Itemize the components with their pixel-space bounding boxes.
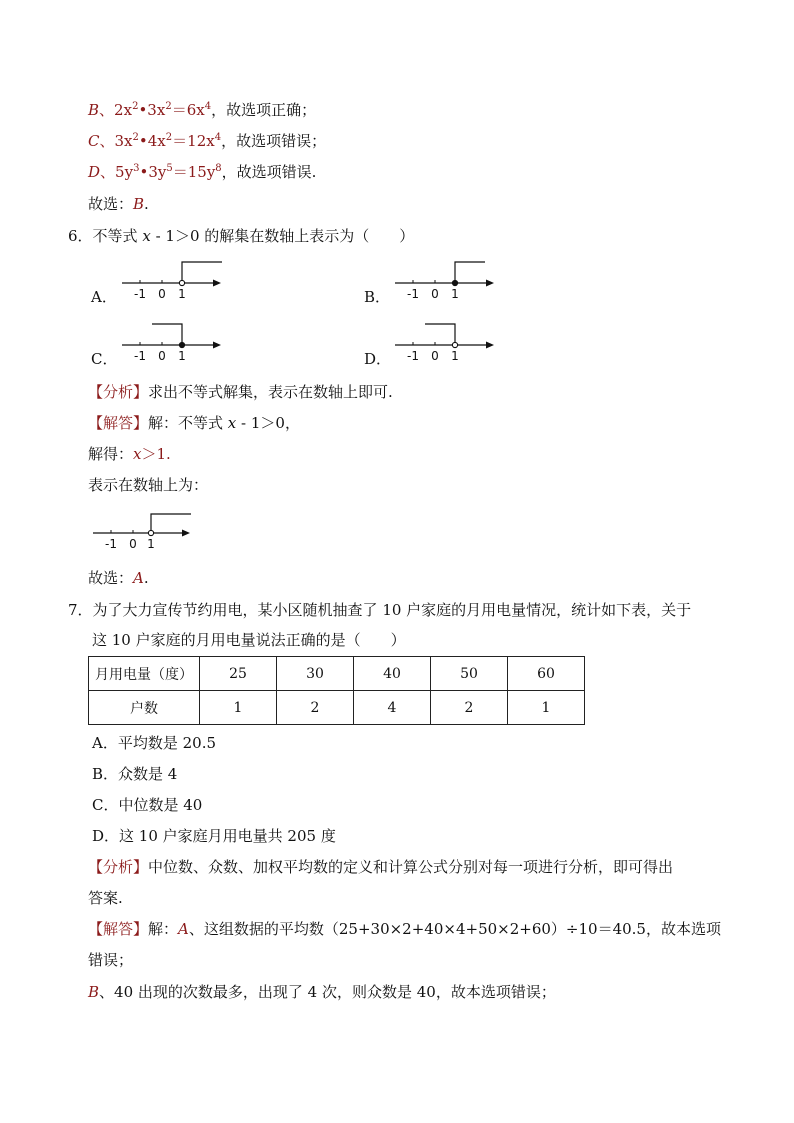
solid-dot — [452, 280, 457, 285]
q6-option-d-label[interactable]: D． — [364, 350, 392, 368]
table-row-header: 月用电量（度） — [89, 657, 200, 691]
q6-option-a-numberline[interactable] — [118, 256, 228, 308]
table-cell: 1 — [508, 691, 585, 725]
tick-label: 0 — [431, 287, 439, 301]
open-circle — [148, 530, 153, 535]
axis-arrow-icon — [213, 342, 221, 349]
q6-option-b-label[interactable]: B． — [364, 288, 391, 306]
tick-label: 1 — [178, 287, 186, 301]
tick-label: -1 — [134, 349, 146, 363]
q7-data-table — [88, 656, 585, 725]
ray-marker — [425, 324, 455, 345]
q7-solution-line2: 错误； — [88, 951, 134, 969]
q6-option-a-label[interactable]: A． — [91, 288, 117, 306]
tick-label: -1 — [134, 287, 146, 301]
q7-option-b[interactable]: B．众数是 4 — [92, 765, 178, 783]
q6-solution: 【解答】解：不等式 x - 1＞0， — [88, 414, 300, 432]
prev-answer-line: 故选：B. — [88, 195, 149, 213]
tick-label: 1 — [451, 349, 459, 363]
q7-option-c[interactable]: C．中位数是 40 — [92, 796, 203, 814]
solution-line-d: D、$5y^3•3y^5=15y^8$，故选项错误. — [88, 163, 317, 181]
table-cell: 30 — [277, 657, 354, 691]
open-circle — [179, 280, 184, 285]
q6-answer-numberline — [89, 506, 199, 558]
ray-marker — [152, 324, 182, 345]
tick-label: 0 — [431, 349, 439, 363]
tick-label: -1 — [407, 287, 419, 301]
q7-analysis-line2: 答案. — [88, 889, 123, 907]
table-cell: 2 — [431, 691, 508, 725]
open-circle — [452, 342, 457, 347]
tick-label: 1 — [147, 537, 155, 551]
q7-solution-line1: 【解答】解：A、这组数据的平均数（25+30×2+40×4+50×2+60）÷10＝40.5，故本选项 — [88, 920, 721, 938]
table-cell: 4 — [354, 691, 431, 725]
q6-analysis: 【分析】求出不等式解集，表示在数轴上即可. — [88, 383, 393, 401]
q6-solve-line: 解得：x＞1. — [88, 445, 171, 463]
axis-arrow-icon — [486, 280, 494, 287]
axis-arrow-icon — [213, 280, 221, 287]
solution-line-b: B、$2x^2•3x^2=6x^4$，故选项正确； — [88, 101, 317, 119]
q6-show-line: 表示在数轴上为： — [88, 476, 209, 494]
table-cell: 50 — [431, 657, 508, 691]
q7-stem-line1: 7．为了大力宣传节约用电，某小区随机抽查了 10 户家庭的月用电量情况，统计如下表，关于 — [68, 601, 692, 619]
q6-answer-line: 故选：A. — [88, 569, 149, 587]
tick-label: 1 — [451, 287, 459, 301]
table-cell: 1 — [200, 691, 277, 725]
ray-marker — [182, 262, 222, 283]
q7-option-a[interactable]: A．平均数是 20.5 — [92, 734, 216, 752]
tick-label: 0 — [158, 287, 166, 301]
q7-solution-line-b: B、40 出现的次数最多，出现了 4 次，则众数是 40，故本选项错误； — [88, 983, 556, 1001]
tick-label: 0 — [158, 349, 166, 363]
ray-marker — [151, 514, 191, 533]
ray-marker — [455, 262, 485, 283]
q7-stem-line2: 这 10 户家庭的月用电量说法正确的是（ ） — [92, 631, 406, 649]
axis-arrow-icon — [486, 342, 494, 349]
q6-stem: 6．不等式 x - 1＞0 的解集在数轴上表示为（ ） — [68, 227, 415, 245]
table-cell: 25 — [200, 657, 277, 691]
tick-label: 0 — [129, 537, 137, 551]
q6-option-b-numberline[interactable] — [391, 256, 501, 308]
table-cell: 60 — [508, 657, 585, 691]
tick-label: -1 — [105, 537, 117, 551]
axis-arrow-icon — [182, 530, 190, 537]
table-cell: 2 — [277, 691, 354, 725]
table-cell: 40 — [354, 657, 431, 691]
table-row — [89, 691, 585, 725]
q6-option-c-label[interactable]: C． — [91, 350, 118, 368]
tick-label: 1 — [178, 349, 186, 363]
table-row-header: 户数 — [89, 691, 200, 725]
tick-label: -1 — [407, 349, 419, 363]
q7-option-d[interactable]: D．这 10 户家庭月用电量共 205 度 — [92, 827, 336, 845]
q6-option-c-numberline[interactable] — [118, 318, 228, 370]
q6-option-d-numberline[interactable] — [391, 318, 501, 370]
solution-line-c: C、$3x^2•4x^2=12x^4$，故选项错误； — [88, 132, 327, 150]
table-row — [89, 657, 585, 691]
solid-dot — [179, 342, 184, 347]
q7-analysis-line1: 【分析】中位数、众数、加权平均数的定义和计算公式分别对每一项进行分析，即可得出 — [88, 858, 674, 876]
